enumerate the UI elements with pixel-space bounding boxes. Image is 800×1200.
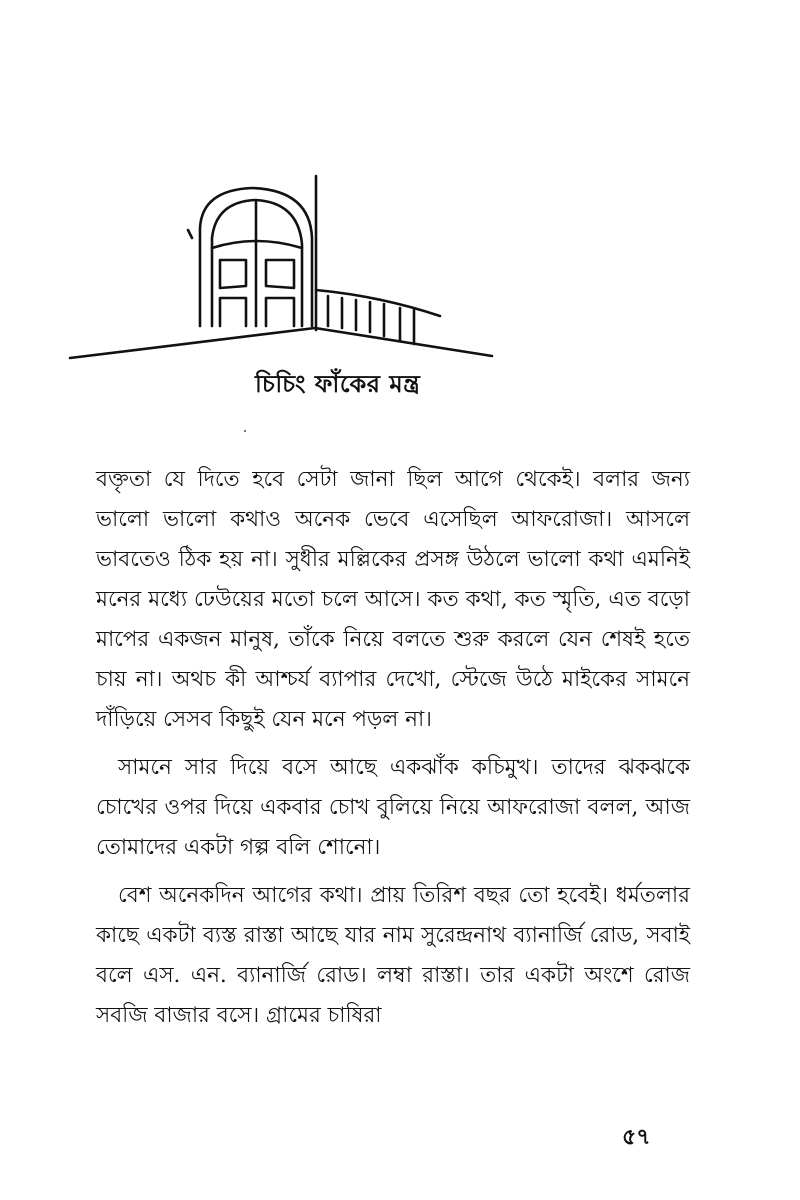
paragraph: বক্তৃতা যে দিতে হবে সেটা জানা ছিল আগে থেকেই। বলার জন্য ভালো ভালো কথাও অনেক ভেবে এসেছিল আফরোজা। আসলে ভাবতেও ঠিক হয় না। সুধীর মল্লিকের প্রসঙ্গ উঠলে ভালো কথা এমনিই মনের মধ্যে ঢেউয়ের মতো চলে আসে। কত কথা, কত স্মৃতি, এত বড়ো মাপের একজন মানুষ, তাঁকে নিয়ে বলতে শুরু করলে যেন শেষই হতে চায় না। অথচ কী আশ্চর্য ব্যাপার দেখো, স্টেজে উঠে মাইকের সামনে দাঁড়িয়ে সেসব কিছুই যেন মনে পড়ল না। — [96, 467, 690, 732]
paragraph: বেশ অনেকদিন আগের কথা। প্রায় তিরিশ বছর তো হবেই। ধর্মতলার কাছে একটা ব্যস্ত রাস্তা আছে যার নাম সুরেন্দ্রনাথ ব্যানার্জি রোড, সবাই বলে এস. এন. ব্যানার্জি রোড। লম্বা রাস্তা। তার একটা অংশে রোজ সবজি বাজার বসে। গ্রামের চাষিরা — [96, 883, 690, 1028]
arched-doorway-balcony-illustration — [60, 168, 500, 368]
body-text — [96, 460, 690, 1044]
paragraph: সামনে সার দিয়ে বসে আছে একঝাঁক কচিমুখ। তাদের ঝকঝকে চোখের ওপর দিয়ে একবার চোখ বুলিয়ে নিয়ে আফরোজা বলল, আজ তোমাদের একটা গল্প বলি শোনো। — [96, 755, 690, 860]
page-speck — [244, 430, 246, 432]
page-number: ৫৭ — [622, 1124, 651, 1150]
chapter-title: চিচিং ফাঁকের মন্ত্র — [255, 369, 421, 398]
